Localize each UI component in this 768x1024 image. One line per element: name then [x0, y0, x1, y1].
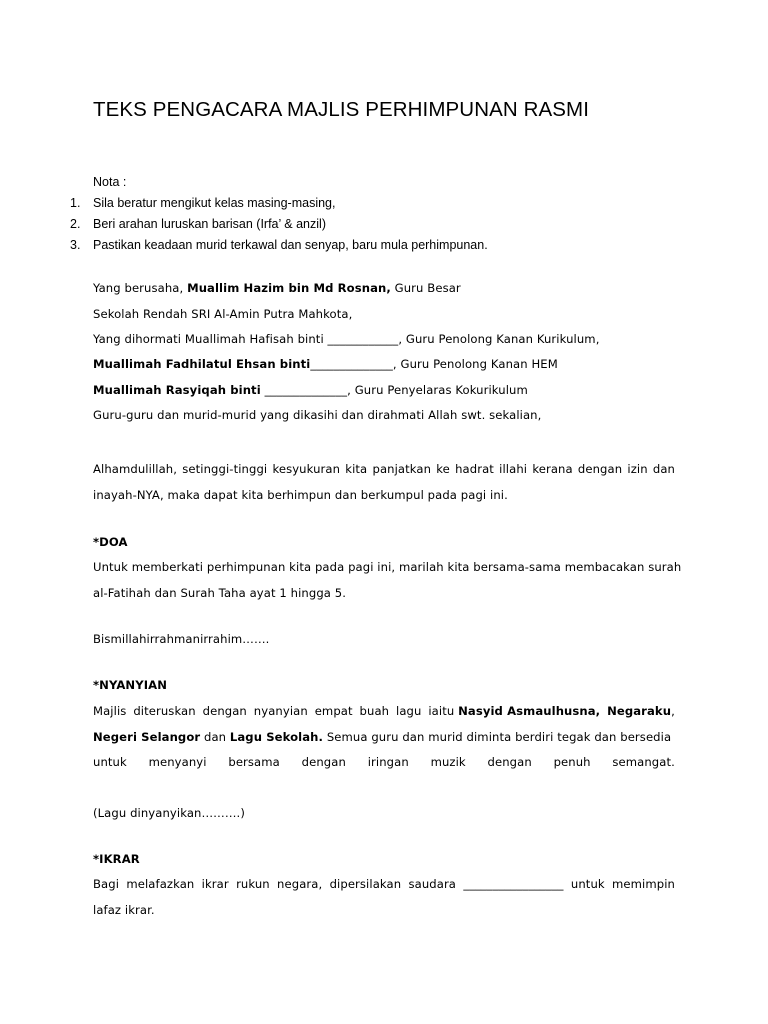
- word: dengan: [301, 755, 346, 769]
- song-name: Lagu Sekolah.: [229, 730, 324, 744]
- nyanyian-paragraph-line: [93, 730, 671, 744]
- line-segment: iaitu Nasyid Asmaulhusna,: [428, 704, 601, 718]
- nota-label: Nota :: [93, 175, 127, 189]
- line-segment: dan: [200, 730, 230, 744]
- document-title: TEKS PENGACARA MAJLIS PERHIMPUNAN RASMI: [93, 98, 589, 121]
- song-name: Negaraku: [607, 704, 672, 718]
- line-segment: dengan: [202, 704, 247, 718]
- doa-paragraph-line: Untuk memberkati perhimpunan kita pada pagi ini, marilah kita bersama-sama membacakan surah: [93, 560, 682, 574]
- word: bersama: [228, 755, 280, 769]
- word: menyanyi: [148, 755, 207, 769]
- nyanyian-paragraph-line: [93, 755, 675, 769]
- song-name: Negeri Selangor: [93, 730, 201, 744]
- greeting-line: Yang dihormati Muallimah Hafisah binti ____________, Guru Penolong Kanan Kurikulum,: [93, 332, 600, 346]
- punctuation: ,: [671, 704, 675, 718]
- greeting-line: [93, 281, 461, 295]
- greeting-line: Sekolah Rendah SRI Al-Amin Putra Mahkota,: [93, 307, 353, 321]
- section-heading-ikrar: *IKRAR: [93, 852, 140, 866]
- section-heading-doa: *DOA: [93, 535, 128, 549]
- greeting-name: Muallimah Fadhilatul Ehsan binti: [93, 357, 311, 371]
- greeting-line: Guru-guru dan murid-murid yang dikasihi dan dirahmati Allah swt. sekalian,: [93, 408, 542, 422]
- word: muzik: [430, 755, 466, 769]
- greeting-line: [93, 383, 528, 397]
- greeting-name: Muallim Hazim bin Md Rosnan,: [187, 281, 391, 295]
- word: penuh: [553, 755, 591, 769]
- intro-paragraph-line: Alhamdulillah, setinggi-tinggi kesyukuran kita panjatkan ke hadrat illahi kerana dengan izin dan: [93, 462, 675, 476]
- list-number: 2.: [70, 217, 81, 231]
- greeting-role: ______________, Guru Penyelaras Kokurikulum: [260, 383, 528, 397]
- word: semangat.: [612, 755, 675, 769]
- line-segment: Majlis: [93, 704, 127, 718]
- greeting-role: Guru Besar: [390, 281, 461, 295]
- nyanyian-paragraph-line: [93, 704, 675, 718]
- line-segment: empat: [314, 704, 353, 718]
- song-name: Nasyid Asmaulhusna,: [458, 704, 601, 718]
- greeting-line: [93, 357, 558, 371]
- doa-bismillah: Bismillahirrahmanirrahim…….: [93, 632, 270, 646]
- section-heading-nyanyian: *NYANYIAN: [93, 678, 168, 692]
- intro-paragraph-line: inayah-NYA, maka dapat kita berhimpun dan berkumpul pada pagi ini.: [93, 488, 508, 502]
- line-segment: [607, 704, 675, 718]
- doa-paragraph-line: al-Fatihah dan Surah Taha ayat 1 hingga 5.: [93, 586, 347, 600]
- word: dengan: [487, 755, 532, 769]
- line-segment: diteruskan: [133, 704, 196, 718]
- ikrar-paragraph-line: Bagi melafazkan ikrar rukun negara, dipersilakan saudara _________________ untuk memimpin: [93, 877, 675, 891]
- list-text: Pastikan keadaan murid terkawal dan senyap, baru mula perhimpunan.: [93, 238, 488, 252]
- line-segment: buah: [359, 704, 390, 718]
- list-text: Beri arahan luruskan barisan (Irfa’ & anzil): [93, 217, 326, 231]
- line-segment: Semua guru dan murid diminta berdiri tegak dan bersedia: [323, 730, 672, 744]
- greeting-name: Muallimah Rasyiqah binti: [93, 383, 261, 397]
- list-number: 3.: [70, 238, 81, 252]
- list-number: 1.: [70, 196, 81, 210]
- greeting-role: ______________, Guru Penolong Kanan HEM: [310, 357, 558, 371]
- word: untuk: [93, 755, 127, 769]
- line-segment: nyanyian: [253, 704, 308, 718]
- word: iringan: [367, 755, 409, 769]
- greeting-text: Yang berusaha,: [93, 281, 188, 295]
- nyanyian-note: (Lagu dinyanyikan……….): [93, 806, 245, 820]
- ikrar-paragraph-line: lafaz ikrar.: [93, 903, 155, 917]
- list-text: Sila beratur mengikut kelas masing-masing,: [93, 196, 336, 210]
- line-segment: lagu: [396, 704, 422, 718]
